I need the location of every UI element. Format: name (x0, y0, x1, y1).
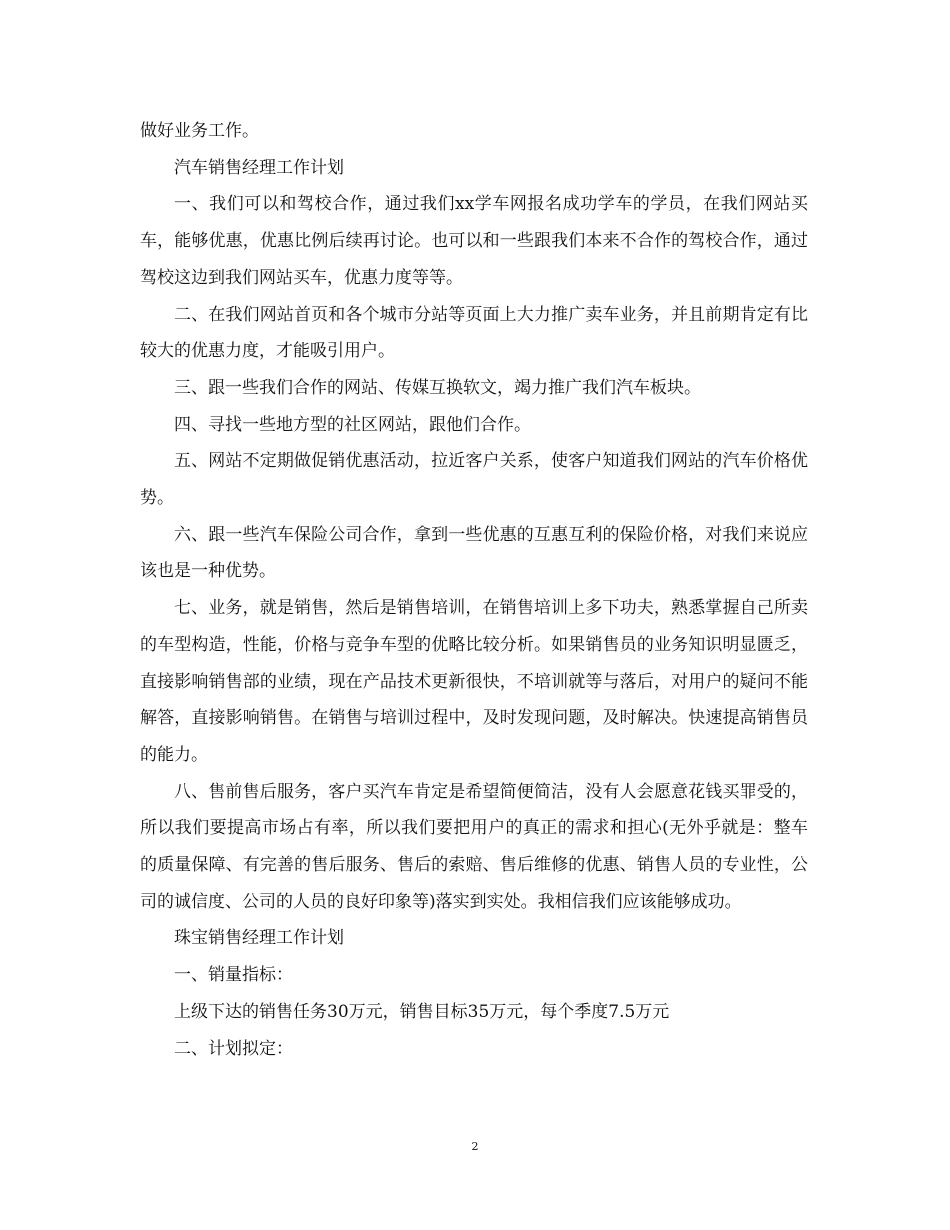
paragraph: 二、在我们网站首页和各个城市分站等页面上大力推广卖车业务，并且前期肯定有比较大的优惠力度，才能吸引用户。 (140, 304, 808, 362)
page-number: 2 (471, 1140, 479, 1153)
paragraph: 做好业务工作。 (140, 121, 259, 141)
paragraph: 一、销量指标： (174, 965, 293, 986)
paragraph: 上级下达的销售任务30万元，销售目标35万元，每个季度7.5万元 (174, 1001, 670, 1022)
paragraph: 六、跟一些汽车保险公司合作，拿到一些优惠的互惠互利的保险价格，对我们来说应该也是一种优势。 (140, 524, 808, 582)
paragraph: 五、网站不定期做促销优惠活动，拉近客户关系，使客户知道我们网站的汽车价格优势。 (140, 451, 808, 509)
section-heading: 汽车销售经理工作计划 (174, 157, 344, 178)
section-heading: 珠宝销售经理工作计划 (174, 928, 344, 949)
paragraph: 七、业务，就是销售，然后是销售培训，在销售培训上多下功夫，熟悉掌握自己所卖的车型构造，性能，价格与竞争车型的优略比较分析。如果销售员的业务知识明显匮乏，直接影响销售部的业绩，现在产品技术更新很快，不培训就等与落后，对用户的疑问不能解答，直接影响销售。在销售与培训过程中，及时发现问题，及时解决。快速提高销售员的能力。 (140, 598, 808, 765)
document-body (140, 113, 808, 1067)
paragraph: 四、寻找一些地方型的社区网站，跟他们合作。 (174, 414, 531, 435)
paragraph: 八、售前售后服务，客户买汽车肯定是希望简便简洁，没有人会愿意花钱买罪受的，所以我们要提高市场占有率，所以我们要把用户的真正的需求和担心(无外乎就是：整车的质量保障、有完善的售后服务、售后的索赔、售后维修的优惠、销售人员的专业性，公司的诚信度、公司的人员的良好印象等)落实到实处。我相信我们应该能够成功。 (140, 781, 808, 912)
paragraph: 三、跟一些我们合作的网站、传媒互换软文，竭力推广我们汽车板块。 (174, 377, 701, 398)
paragraph: 二、计划拟定： (174, 1038, 293, 1059)
paragraph: 一、我们可以和驾校合作，通过我们xx学车网报名成功学车的学员，在我们网站买车，能够优惠，优惠比例后续再讨论。也可以和一些跟我们本来不合作的驾校合作，通过驾校这边到我们网站买车，优惠力度等等。 (140, 194, 808, 288)
